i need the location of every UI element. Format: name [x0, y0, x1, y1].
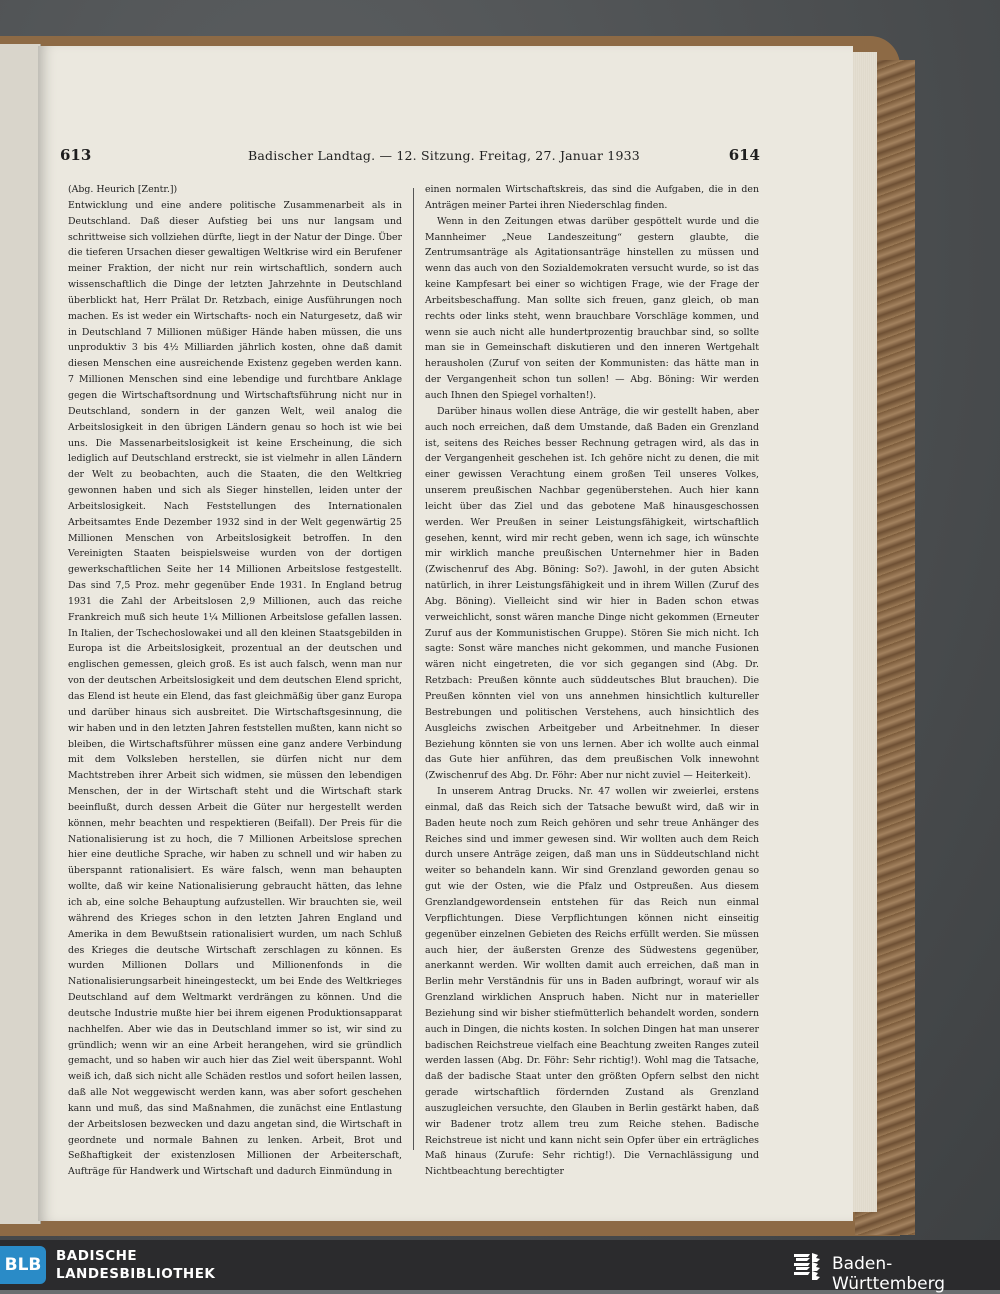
paragraph: einen normalen Wirtschaftskreis, das sind die Aufgaben, die in den Anträgen meiner Partei ihren Niederschlag finden.	[425, 184, 759, 211]
paragraph: Entwicklung und eine andere politische Zusammenarbeit als in Deutschland. Daß dieser Aufstieg bei uns nur langsam und schrittweise sich vollziehen dürfte, liegt in der Natur der Dinge. Über die tieferen Ursachen dieser gewaltigen Weltkrise wird ein Berufener meiner Fraktion, der nicht nur rein wirtschaftlich, sondern auch wissenschaftlich die Dinge der letzten Jahrzehnte in Deutschland überblickt hat, Herr Prälat Dr. Retzbach, einige Ausführungen noch machen. Es ist weder ein Wirtschafts- noch ein Naturgesetz, daß wir in Deutschland 7 Millionen müßiger Hände haben müssen, die uns unproduktiv 3 bis 4½ Milliarden jährlich kosten, ohne daß damit diesen Menschen eine ausreichende Existenz gegeben werden kann. 7 Millionen Menschen sind eine lebendige und furchtbare Anklage gegen die Wirtschaftsordnung und Wirtschaftsführung nicht nur in Deutschland, sondern in der ganzen Welt, weil analog die Arbeitslosigkeit in den übrigen Ländern genau so hoch ist wie bei uns. Die Massenarbeitslosigkeit ist keine Erscheinung, die sich lediglich auf Deutschland erstreckt, sie ist vielmehr in allen Ländern der Welt zu beobachten, auch die Staaten, die den Weltkrieg gewonnen haben und sich als Sieger hinstellen, leiden unter der Arbeitslosigkeit. Nach Feststellungen des Internationalen Arbeitsamtes Ende Dezember 1932 sind in der Welt gegenwärtig 25 Millionen Menschen von Arbeitslosigkeit betroffen. In den Vereinigten Staaten beispielsweise wurden von der dortigen gewerkschaftlichen Seite her 14 Millionen Arbeitslose festgestellt. Das sind 7,5 Proz. mehr gegenüber Ende 1931. In England betrug 1931 die Zahl der Arbeitslosen 2,9 Millionen, auch das reiche Frankreich muß sich heute 1¼ Millionen Arbeitslose gefallen lassen. In Italien, der Tschechoslowakei und all den kleinen Staatsgebilden in Europa ist die Arbeitslosigkeit, prozentual an der deutschen und englischen gemessen, gleich groß. Es ist auch falsch, wenn man nur von der deutschen Arbeitslosigkeit und dem deutschen Elend spricht, das Elend ist heute ein Elend, das fast gleichmäßig über ganz Europa und darüber hinaus sich ausbreitet. Die Wirtschaftsgesinnung, die wir haben und in den letzten Jahren feststellen mußten, kann nicht so bleiben, die Wirtschaftsführer müssen eine ganz andere Verbindung mit dem Volksleben herstellen, sie dürfen nicht nur dem Machtstreben ihrer Arbeit sich widmen, sie müssen den lebendigen Menschen, der in der Wirtschaft steht und die Wirtschaft stark beeinflußt, durch dessen Arbeit die Güter nur hergestellt werden können, mehr beachten und respektieren (Beifall). Der Preis für die Nationalisierung ist zu hoch, die 7 Millionen Arbeitslose sprechen hier eine deutliche Sprache, wir haben zu schnell und wir haben zu überspannt rationalisiert. Es wäre falsch, wenn man behaupten wollte, daß wir keine Nationalisierung gebraucht hätten, das lehne ich ab, eine solche Behauptung aufzustellen. Wir brauchten sie, weil während des Krieges schon in den letzten Jahren England und Amerika in dem Bewußtsein rationalisiert wurden, um nach Schluß des Krieges die deutsche Wirtschaft zerschlagen zu können. Es wurden Millionen Dollars und Millionenfonds in die Nationalisierungsarbeit hineingesteckt, um bei Ende des Weltkrieges Deutschland auf dem Weltmarkt verdrängen zu können. Und die deutsche Industrie mußte hier bei ihrem eigenen Produktionsapparat nachhelfen. Aber wie das in Deutschland immer so ist, wir sind zu gründlich; wenn wir an eine Arbeit herangehen, wird sie gründlich gemacht, und so haben wir auch hier das Ziel weit überspannt. Wohl weiß ich, daß sich nicht alle Schäden restlos und sofort heilen lassen, daß alle Not weggewischt werden kann, was aber sofort geschehen kann und muß, das sind Maßnahmen, die zunächst eine Entlastung der Arbeitslosen bezwecken und dazu angetan sind, die Wirtschaft in geordnete und normale Bahnen zu lenken. Arbeit, Brot und Seßhaftigkeit der existenzlosen Millionen der Arbeiterschaft, Aufträge für Handwerk und Wirtschaft und dadurch Einmündung in	[68, 199, 402, 1178]
running-title: Badischer Landtag. — 12. Sitzung. Freitag, 27. Januar 1933	[248, 148, 640, 163]
paragraph: Wenn in den Zeitungen etwas darüber gespöttelt wurde und die Mannheimer „Neue Landeszeitung“ gestern glaubte, die Zentrumsanträge als Agitationsanträge hinstellen zu müssen und wenn das auch von den Sozialdemokraten versucht wurde, so ist das keine Kampfesart bei einer so wichtigen Frage, wie der Frage der Arbeitsbeschaffung. Man sollte sich freuen, ganz gleich, ob man rechts oder links steht, wenn brauchbare Vorschläge kommen, und wenn sie auch nicht alle hundertprozentig brauchbar sind, so sollte man sie in Gemeinschaft diskutieren und den inneren Wertgehalt herausholen (Zuruf von seiten der Kommunisten: das hätte man in der Vergangenheit schon tun sollen! — Abg. Böning: Wir werden auch Ihnen den Spiegel vorhalten!).	[425, 215, 759, 401]
paragraph: In unserem Antrag Drucks. Nr. 47 wollen wir zweierlei, erstens einmal, daß das Reich sich der Tatsache bewußt wird, daß wir in Baden heute noch zum Reich gehören und sehr treue Anhänger des Reiches sind und immer gewesen sind. Wir wollten auch dem Reich durch unsere Anträge zeigen, daß man uns in Süddeutschland nicht weiter so behandeln kann. Wir sind Grenzland geworden genau so gut wie der Osten, wie die Pfalz und Ostpreußen. Aus diesem Grenzlandgewordensein entstehen für das Reich nun einmal Verpflichtungen. Diese Verpflichtungen können nicht einseitig gegenüber einzelnen Gebieten des Reichs erfüllt werden. Sie müssen auch hier, der äußersten Grenze des Südwestens gegenüber, anerkannt werden. Wir wollten damit auch erreichen, daß man in Berlin mehr Verständnis für uns in Baden aufbringt, worauf wir als Grenzland wirklichen Anspruch haben. Nicht nur in materieller Beziehung sind wir bisher stiefmütterlich behandelt worden, sondern auch in Dingen, die nichts kosten. In solchen Dingen hat man unserer badischen Reichstreue vielfach eine Beachtung zweiten Ranges zuteil werden lassen (Abg. Dr. Föhr: Sehr richtig!). Wohl mag die Tatsache, daß der badische Staat unter den größten Opfern selbst den nicht gerade wirtschaftlich fördernden Zustand als Grenzland auszugleichen versuchte, den Glauben in Berlin gestärkt haben, daß wir Badener trotz allem treu zum Reiche stehen. Badische Reichstreue ist nicht und kann nicht sein Opfer über ein erträgliches Maß hinaus (Zurufe: Sehr richtig!). Die Vernachlässigung und Nichtbeachtung berechtigter	[425, 786, 759, 1178]
text-column-right	[425, 182, 759, 1180]
column-divider	[413, 188, 414, 1150]
previous-page-sliver	[0, 44, 41, 1224]
coat-of-arms-lions-icon	[790, 1248, 824, 1282]
page-number-left: 613	[60, 146, 92, 164]
page-number-right: 614	[728, 146, 760, 164]
blb-logo[interactable]: BLB	[0, 1246, 46, 1284]
page-header	[60, 146, 760, 170]
library-name-line1[interactable]: BADISCHE	[56, 1248, 138, 1264]
footer-bar	[0, 1240, 1000, 1294]
paragraph: Darüber hinaus wollen diese Anträge, die wir gestellt haben, aber auch noch erreichen, daß dem Umstande, daß Baden ein Grenzland ist, seitens des Reiches besser Rechnung getragen wird, als das in der Vergangenheit geschehen ist. Ich gehöre nicht zu denen, die mit einer gewissen Verachtung einem großen Teil unseres Volkes, unserem preußischen Nachbar gegenüberstehen. Auch hier kann leicht über das Ziel und das gebotene Maß hinausgeschossen werden. Wer Preußen in seiner Leistungsfähigkeit, wirtschaftlich gesehen, kennt, wird mir recht geben, wenn ich sage, ich wünschte mir wirklich manche preußischen Unternehmer hier in Baden (Zwischenruf des Abg. Böning: So?). Jawohl, in der guten Absicht natürlich, in ihrer Leistungsfähigkeit und in ihrem Willen (Zuruf des Abg. Böning). Vielleicht sind wir hier in Baden schon etwas verweichlicht, sonst wären manche Dinge nicht gekommen (Erneuter Zuruf aus der Kommunistischen Gruppe). Stören Sie mich nicht. Ich sagte: Sonst wäre manches nicht gekommen, und manche Fusionen wären nicht eingetreten, die vor sich gegangen sind (Abg. Dr. Retzbach: Preußen könnte auch süddeutsches Blut brauchen). Die Preußen könnten viel von uns annehmen hinsichtlich kultureller Bestrebungen und politischen Verstehens, auch hinsichtlich des Ausgleichs zwischen Arbeitgeber und Arbeitnehmer. In dieser Beziehung könnten sie von uns lernen. Aber ich wollte auch einmal das Gute hier anführen, das dem preußischen Volk innewohnt (Zwischenruf des Abg. Dr. Föhr: Aber nur nicht zuviel — Heiterkeit).	[425, 405, 759, 782]
state-name[interactable]: Baden-Württemberg	[832, 1254, 946, 1294]
text-column-left	[68, 182, 402, 1180]
speaker-label: (Abg. Heurich [Zentr.])	[68, 184, 178, 195]
library-name-line2[interactable]: LANDESBIBLIOTHEK	[56, 1266, 216, 1282]
